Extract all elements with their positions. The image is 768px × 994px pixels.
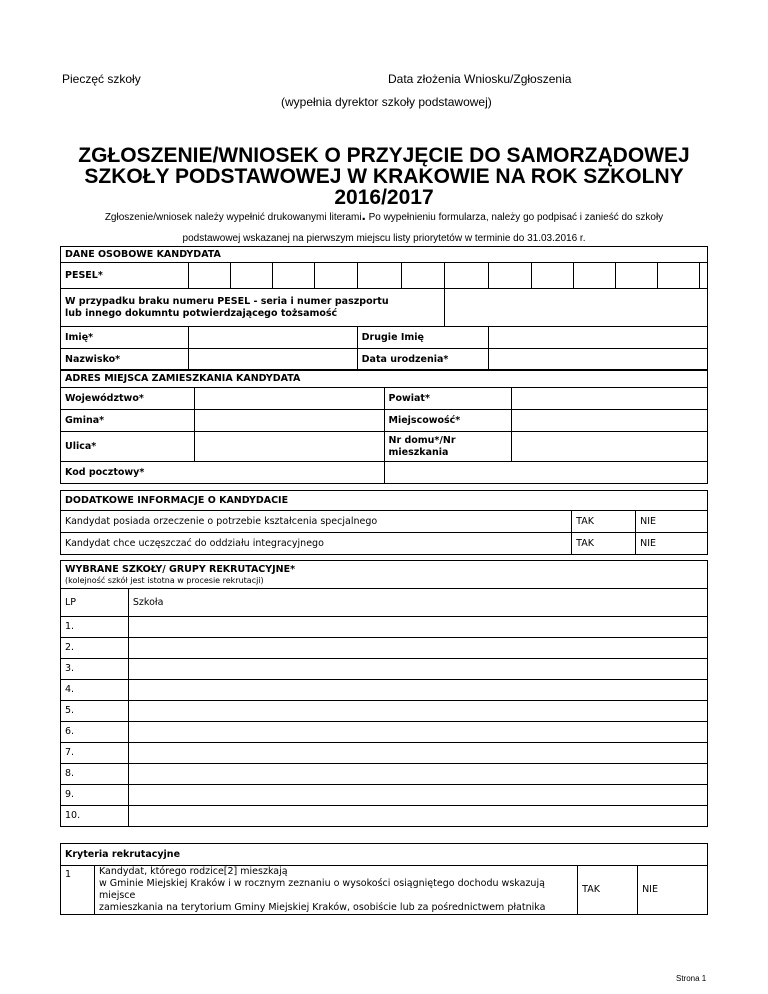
integration-yes[interactable]: TAK <box>572 533 636 555</box>
schools-heading-cell <box>61 561 708 589</box>
postal-code-label: Kod pocztowy* <box>61 462 385 484</box>
pesel-digit-7[interactable] <box>445 263 489 289</box>
date-label: Data złożenia Wniosku/Zgłoszenia <box>388 72 572 86</box>
birth-date-field[interactable] <box>489 349 708 371</box>
schools-note: (kolejność szkół jest istotna w procesie rekrutacji) <box>65 575 264 585</box>
pesel-digit-4[interactable] <box>315 263 357 289</box>
school-row-lp: 3. <box>61 659 129 680</box>
page-number: Strona 1 <box>676 974 707 983</box>
voivodeship-label: Województwo* <box>61 388 195 410</box>
pesel-digit-12[interactable] <box>658 263 700 289</box>
passport-label-line-1: W przypadku braku numeru PESEL - seria i numer paszportu <box>65 295 389 307</box>
schools-heading: WYBRANE SZKOŁY/ GRUPY REKRUTACYJNE* <box>65 563 296 575</box>
voivodeship-field[interactable] <box>194 388 384 410</box>
commune-field[interactable] <box>194 410 384 432</box>
criteria-text-line-1: Kandydat, którego rodzice[2] mieszkają <box>98 866 288 877</box>
pesel-digit-1[interactable] <box>188 263 230 289</box>
school-field[interactable] <box>128 806 707 827</box>
county-field[interactable] <box>512 388 708 410</box>
first-name-label: Imię* <box>61 327 189 349</box>
school-field[interactable] <box>128 785 707 806</box>
schools-col-school: Szkoła <box>128 589 707 617</box>
criteria-yes[interactable]: TAK <box>578 866 638 915</box>
criteria-number: 1 <box>61 866 95 915</box>
school-row-lp: 5. <box>61 701 129 722</box>
school-field[interactable] <box>128 638 707 659</box>
school-field[interactable] <box>128 701 707 722</box>
title-line-2: SZKOŁY PODSTAWOWEJ W KRAKOWIE NA ROK SZKOLNY <box>84 165 684 188</box>
street-field[interactable] <box>194 432 384 462</box>
passport-label-line-2: lub innego dokumntu potwierdzającego tożsamość <box>65 307 338 319</box>
schools-col-lp: LP <box>61 589 129 617</box>
special-education-question: Kandydat posiada orzeczenie o potrzebie kształcenia specjalnego <box>61 511 572 533</box>
personal-data-table <box>60 246 708 371</box>
school-row-lp: 10. <box>61 806 129 827</box>
county-label: Powiat* <box>384 388 512 410</box>
personal-heading: DANE OSOBOWE KANDYDATA <box>61 247 708 263</box>
title-line-1: ZGŁOSZENIE/WNIOSEK O PRZYJĘCIE DO SAMORZĄDOWEJ <box>78 144 690 167</box>
postal-code-field[interactable] <box>384 462 708 484</box>
house-number-label <box>384 432 512 462</box>
title-line-3: 2016/2017 <box>334 186 434 209</box>
school-row-lp: 2. <box>61 638 129 659</box>
pesel-digit-3[interactable] <box>273 263 315 289</box>
criteria-text-line-2: w Gminie Miejskiej Kraków i w rocznym zeznaniu o wysokości osiągniętego dochodu wskazują miejsce <box>98 878 545 901</box>
pesel-digit-8[interactable] <box>489 263 531 289</box>
second-name-field[interactable] <box>489 327 708 349</box>
address-table <box>60 369 708 484</box>
criteria-table <box>60 843 708 915</box>
integration-no[interactable]: NIE <box>636 533 708 555</box>
school-row-lp: 4. <box>61 680 129 701</box>
house-number-line-1: Nr domu*/Nr <box>388 434 456 446</box>
pesel-digit-9[interactable] <box>531 263 573 289</box>
stamp-label: Pieczęć szkoły <box>62 72 141 86</box>
first-name-field[interactable] <box>188 327 357 349</box>
birth-date-label: Data urodzenia* <box>357 349 489 371</box>
town-label: Miejscowość* <box>384 410 512 432</box>
surname-label: Nazwisko* <box>61 349 189 371</box>
school-field[interactable] <box>128 722 707 743</box>
pesel-digit-6[interactable] <box>401 263 445 289</box>
street-label: Ulica* <box>61 432 195 462</box>
school-field[interactable] <box>128 659 707 680</box>
school-row-lp: 8. <box>61 764 129 785</box>
passport-label <box>61 289 445 327</box>
school-field[interactable] <box>128 743 707 764</box>
house-number-field[interactable] <box>512 432 708 462</box>
school-row-lp: 1. <box>61 617 129 638</box>
surname-field[interactable] <box>188 349 357 371</box>
pesel-digit-11[interactable] <box>616 263 658 289</box>
pesel-label: PESEL* <box>61 263 189 289</box>
school-row-lp: 6. <box>61 722 129 743</box>
pesel-digit-2[interactable] <box>231 263 273 289</box>
criteria-no[interactable]: NIE <box>638 866 708 915</box>
pesel-digit-end <box>700 263 708 289</box>
school-field[interactable] <box>128 680 707 701</box>
criteria-text-line-3: zamieszkania na terytorium Gminy Miejskiej Kraków, osobiście lub za pośrednictwem płatnika <box>98 902 546 913</box>
schools-table <box>60 560 708 827</box>
director-note: (wypełnia dyrektor szkoły podstawowej) <box>281 95 492 109</box>
instructions-line-2: podstawowej wskazanej na pierwszym miejscu listy priorytetów w terminie do 31.03.2016 r. <box>182 233 586 244</box>
pesel-digit-10[interactable] <box>573 263 615 289</box>
pesel-digit-5[interactable] <box>357 263 401 289</box>
second-name-label: Drugie Imię <box>357 327 489 349</box>
passport-field[interactable] <box>445 289 708 327</box>
address-heading: ADRES MIEJSCA ZAMIESZKANIA KANDYDATA <box>61 370 708 388</box>
instructions-text-1c: Po wypełnieniu formularza, należy go podpisać i zanieść do szkoły <box>368 212 664 223</box>
school-field[interactable] <box>128 617 707 638</box>
school-row-lp: 7. <box>61 743 129 764</box>
commune-label: Gmina* <box>61 410 195 432</box>
special-education-yes[interactable]: TAK <box>572 511 636 533</box>
instructions-text-1a: Zgłoszenie/wniosek należy wypełnić drukowanymi literami <box>104 212 362 223</box>
school-row-lp: 9. <box>61 785 129 806</box>
town-field[interactable] <box>512 410 708 432</box>
school-field[interactable] <box>128 764 707 785</box>
criteria-heading: Kryteria rekrutacyjne <box>61 844 708 866</box>
page-title <box>60 145 708 208</box>
integration-question: Kandydat chce uczęszczać do oddziału integracyjnego <box>61 533 572 555</box>
instructions-line-1 <box>60 207 708 224</box>
instructions-period: . <box>361 207 366 224</box>
criteria-text <box>94 866 577 915</box>
special-education-no[interactable]: NIE <box>636 511 708 533</box>
additional-info-table <box>60 490 708 555</box>
house-number-line-2: mieszkania <box>388 446 449 458</box>
additional-heading: DODATKOWE INFORMACJE O KANDYDACIE <box>61 491 708 511</box>
